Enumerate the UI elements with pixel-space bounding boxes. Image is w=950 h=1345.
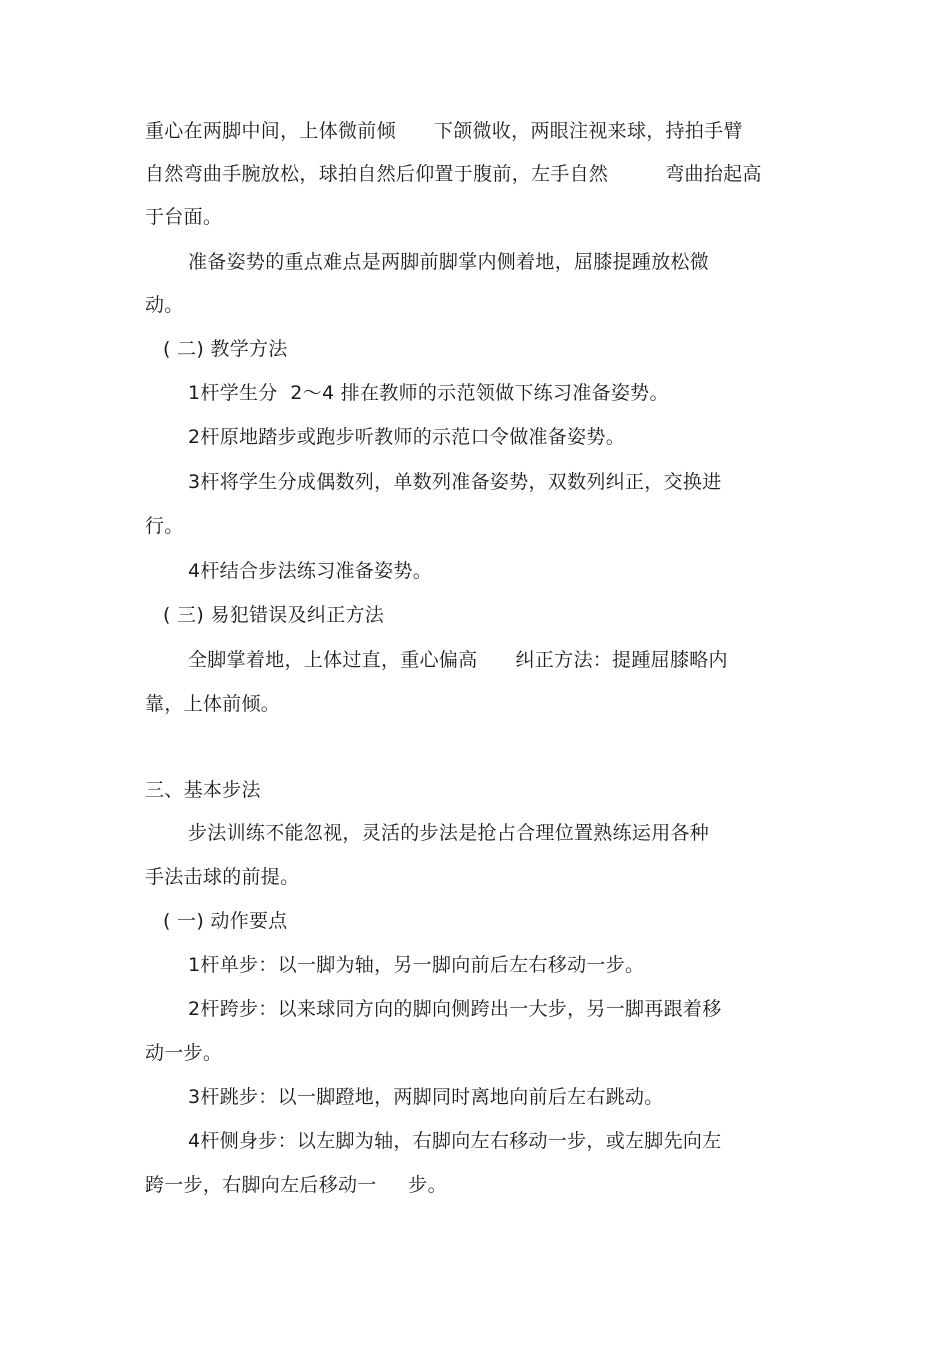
list-item: 4杆结合步法练习准备姿势。 [188,560,432,582]
paragraph-line: 准备姿势的重点难点是两脚前脚掌内侧着地，屈膝提踵放松微 [188,251,710,273]
paragraph-line: 全脚掌着地，上体过直，重心偏高 纠正方法：提踵屈膝略内 [188,649,728,671]
list-item-continuation: 跨一步，右脚向左后移动一 步。 [145,1174,447,1196]
list-item: 3杆跳步：以一脚蹬地，两脚同时离地向前后左右跳动。 [188,1086,664,1108]
list-item-continuation: 动一步。 [145,1042,223,1064]
paragraph-line: 手法击球的前提。 [145,866,300,888]
list-item: 1杆单步：以一脚为轴，另一脚向前后左右移动一步。 [188,954,645,976]
list-item-continuation: 行。 [145,515,184,537]
list-item: 1杆学生分 2～4 排在教师的示范领做下练习准备姿势。 [188,382,669,404]
section-heading: ( 二) 教学方法 [163,338,288,360]
paragraph-line: 重心在两脚中间，上体微前倾 下颌微收，两眼注视来球，持拍手臂 [145,120,743,142]
list-item: 2杆原地踏步或跑步听教师的示范口令做准备姿势。 [188,426,625,448]
chapter-heading: 三、基本步法 [145,779,261,801]
paragraph-line: 步法训练不能忽视，灵活的步法是抢占合理位置熟练运用各种 [188,822,710,844]
paragraph-line: 于台面。 [145,206,223,228]
section-heading: ( 一) 动作要点 [163,910,288,932]
section-heading: ( 三) 易犯错误及纠正方法 [163,604,385,626]
list-item: 2杆跨步：以来球同方向的脚向侧跨出一大步，另一脚再跟着移 [188,998,722,1020]
list-item: 4杆侧身步：以左脚为轴，右脚向左右移动一步，或左脚先向左 [188,1130,722,1152]
paragraph-line: 靠，上体前倾。 [145,693,281,715]
paragraph-line: 自然弯曲手腕放松，球拍自然后仰置于腹前，左手自然 弯曲抬起高 [145,163,762,185]
list-item: 3杆将学生分成偶数列，单数列准备姿势，双数列纠正，交换进 [188,471,722,493]
paragraph-line: 动。 [145,294,184,316]
